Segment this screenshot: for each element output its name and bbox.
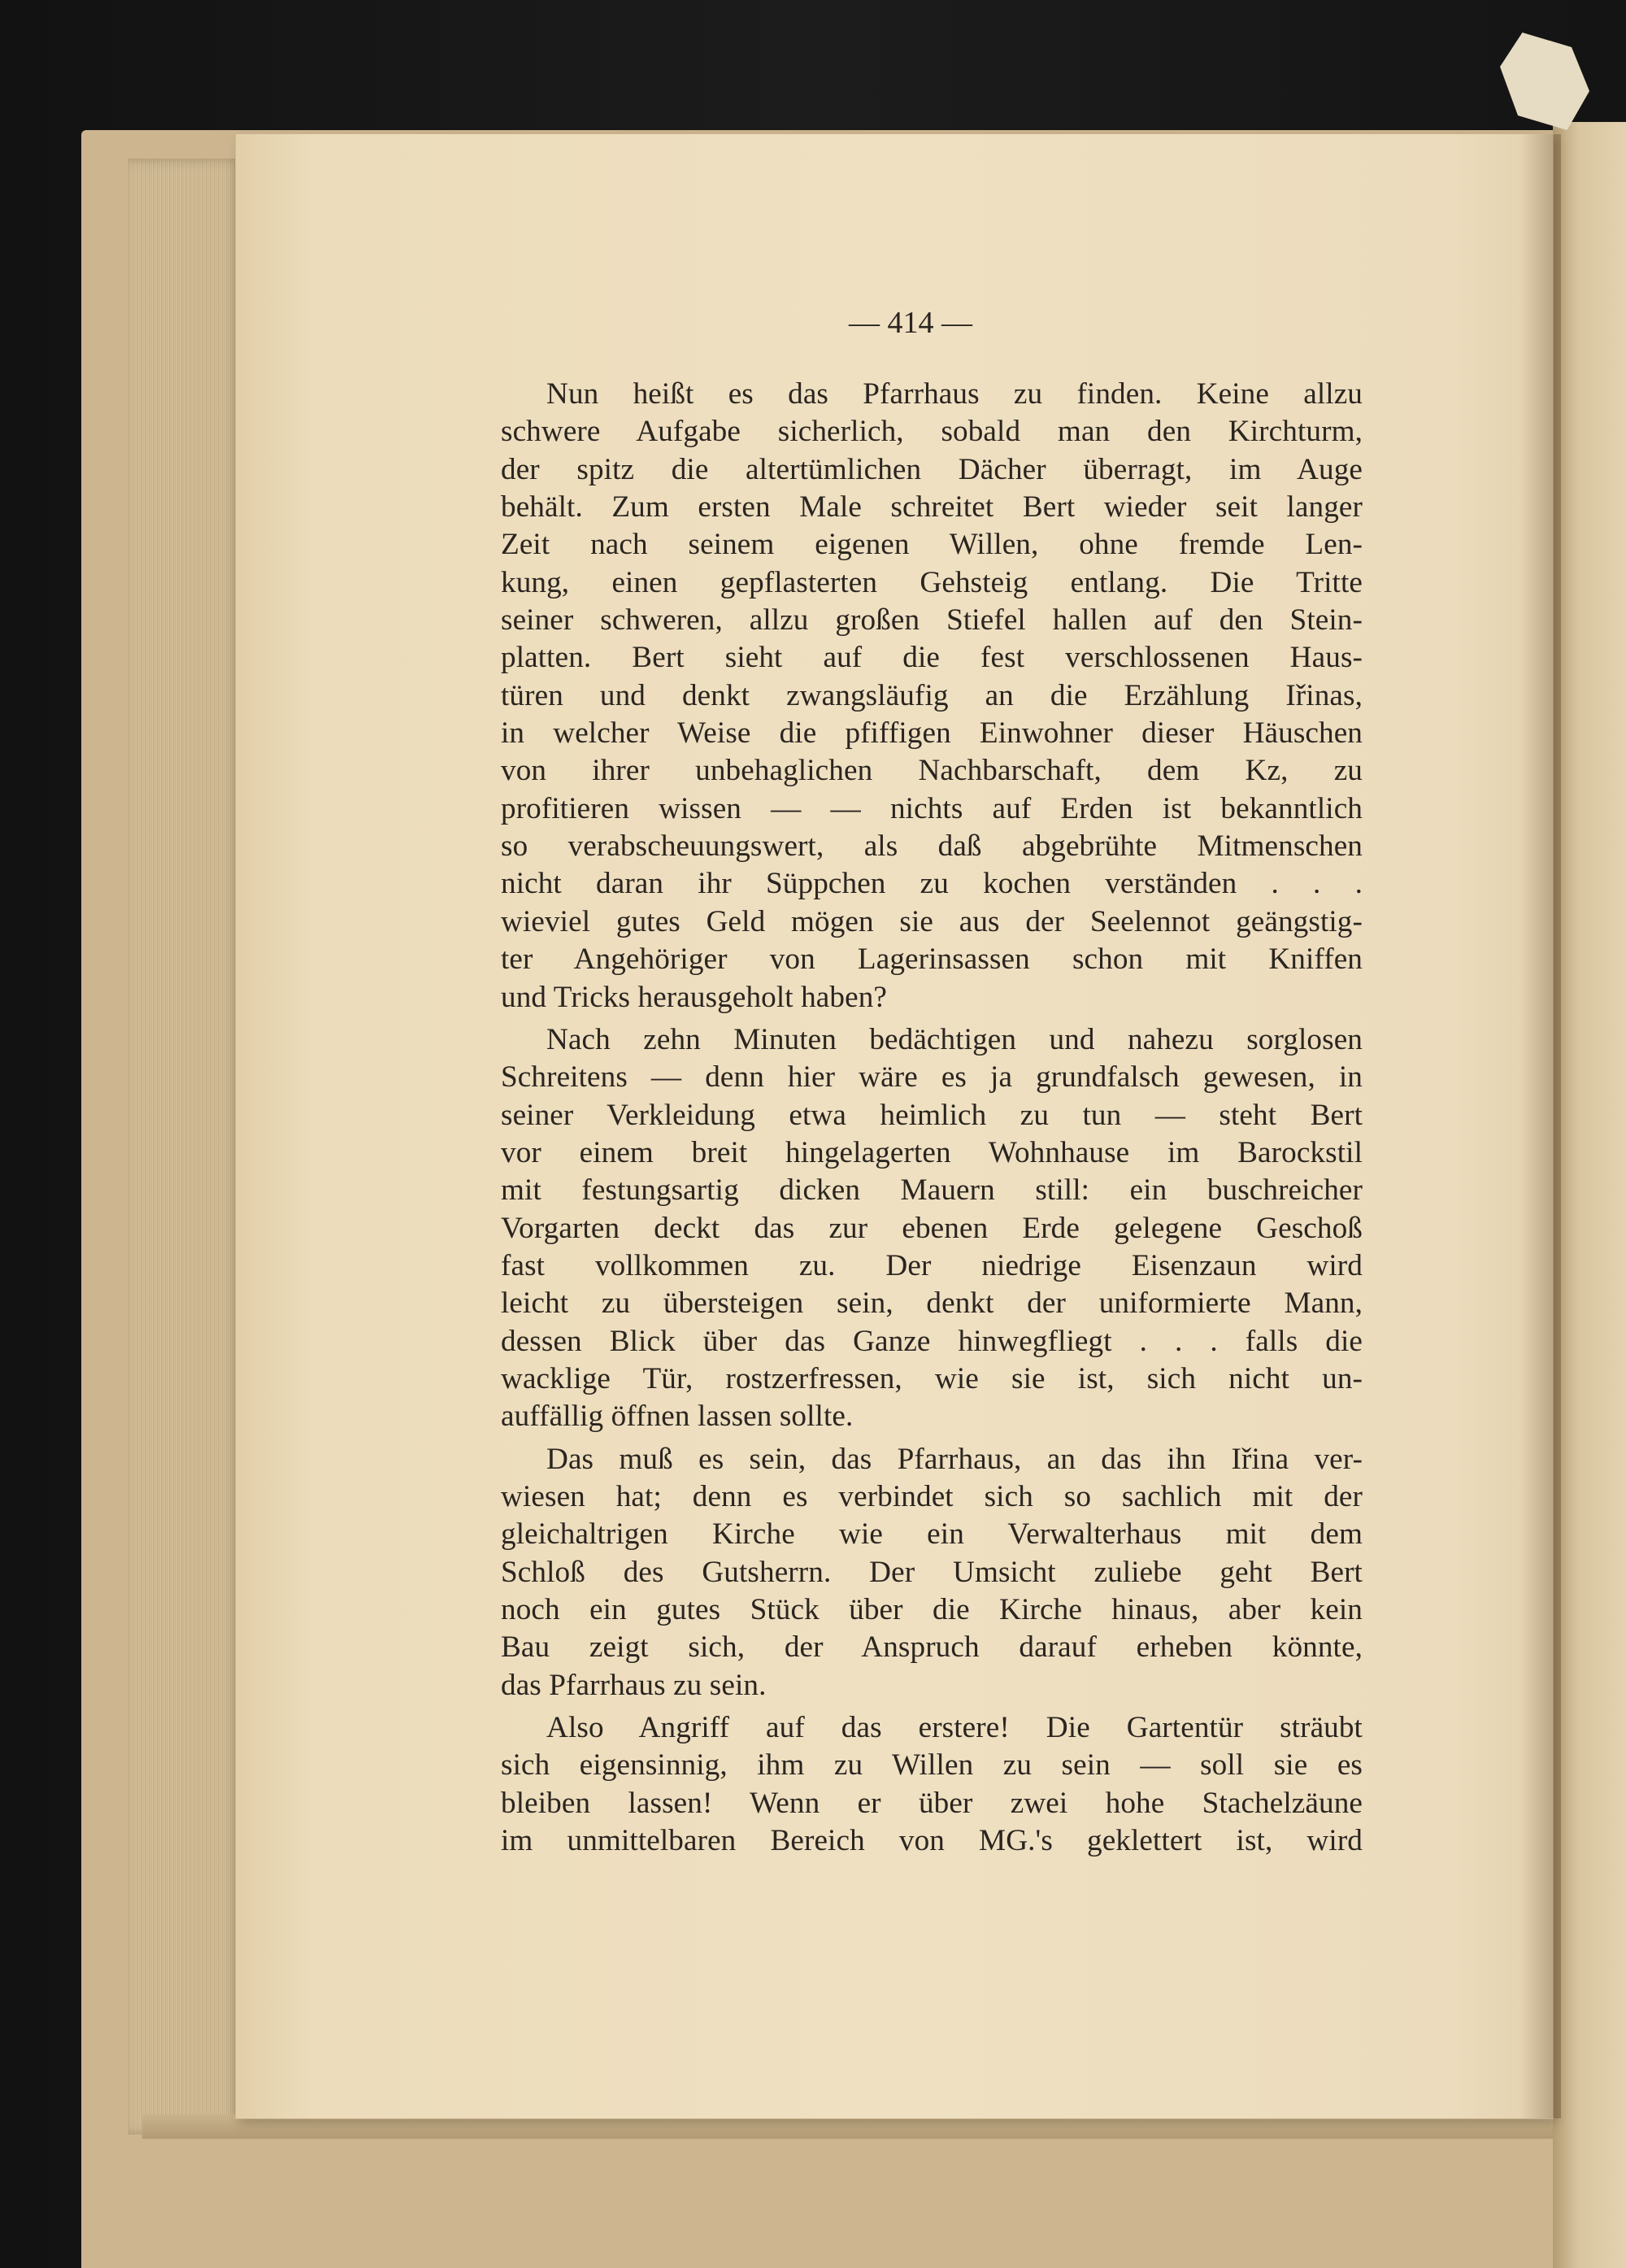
text-line: türen und denkt zwangsläufig an die Erzählung Iřinas, <box>501 678 1363 712</box>
text-line: sich eigensinnig, ihm zu Willen zu sein — soll sie es <box>501 1748 1363 1783</box>
page-stack-edge <box>128 159 242 2135</box>
text-line: wiesen hat; denn es verbindet sich so sachlich mit der <box>501 1479 1363 1513</box>
text-line: bleiben lassen! Wenn er über zwei hohe Stachelzäune <box>501 1786 1363 1820</box>
text-line: nicht daran ihr Süppchen zu kochen verständen . . . <box>501 867 1363 901</box>
text-line: fast vollkommen zu. Der niedrige Eisenzaun wird <box>501 1248 1363 1282</box>
text-line: noch ein gutes Stück über die Kirche hinaus, aber kein <box>501 1593 1363 1626</box>
text-line: schwere Aufgabe sicherlich, sobald man den Kirchturm, <box>501 415 1363 449</box>
text-line: auffällig öffnen lassen sollte. <box>501 1400 854 1434</box>
text-line: mit festungsartig dicken Mauern still: ein buschreicher <box>501 1173 1363 1208</box>
text-line: leicht zu übersteigen sein, denkt der uniformierte Mann, <box>501 1286 1363 1321</box>
paragraph <box>501 1441 1363 1704</box>
paragraph <box>501 376 1363 1016</box>
text-line: ter Angehöriger von Lagerinsassen schon mit Kniffen <box>501 942 1363 977</box>
text-line: Schreitens — denn hier wäre es ja grundfalsch gewesen, in <box>501 1060 1363 1095</box>
text-line: Nach zehn Minuten bedächtigen und nahezu sorglosen <box>546 1022 1363 1056</box>
paragraph <box>501 1709 1363 1860</box>
text-line: platten. Bert sieht auf die fest verschlossenen Haus- <box>501 641 1363 675</box>
text-line: von ihrer unbehaglichen Nachbarschaft, dem Kz, zu <box>501 754 1363 788</box>
text-line: vor einem breit hingelagerten Wohnhause im Barockstil <box>501 1135 1363 1169</box>
text-line: Das muß es sein, das Pfarrhaus, an das ihn Iřina ver- <box>546 1442 1363 1476</box>
text-line: und Tricks herausgeholt haben? <box>501 980 887 1014</box>
text-line: seiner Verkleidung etwa heimlich zu tun — steht Bert <box>501 1098 1363 1132</box>
text-line: gleichaltrigen Kirche wie ein Verwalterhaus mit dem <box>501 1517 1363 1552</box>
text-line: Vorgarten deckt das zur ebenen Erde gelegene Geschoß <box>501 1211 1363 1245</box>
facing-page-edge <box>1553 122 1626 2268</box>
text-line: kung, einen gepflasterten Gehsteig entlang. Die Tritte <box>501 565 1363 599</box>
text-line: behält. Zum ersten Male schreitet Bert wieder seit langer <box>501 490 1363 525</box>
text-line: im unmittelbaren Bereich von MG.'s geklettert ist, wird <box>501 1824 1363 1858</box>
text-line: Zeit nach seinem eigenen Willen, ohne fremde Len- <box>501 528 1363 562</box>
text-line: Schloß des Gutsherrn. Der Umsicht zuliebe geht Bert <box>501 1555 1363 1589</box>
body-text <box>501 376 1363 1860</box>
text-line: dessen Blick über das Ganze hinwegfliegt . . . falls die <box>501 1324 1363 1358</box>
text-line: das Pfarrhaus zu sein. <box>501 1668 767 1702</box>
text-line: so verabscheuungswert, als daß abgebrühte Mitmenschen <box>501 829 1363 864</box>
text-line: Nun heißt es das Pfarrhaus zu finden. Keine allzu <box>546 377 1363 411</box>
text-line: Bau zeigt sich, der Anspruch darauf erheben könnte, <box>501 1630 1363 1665</box>
text-line: wacklige Tür, rostzerfressen, wie sie ist, sich nicht un- <box>501 1361 1363 1395</box>
text-line: der spitz die altertümlichen Dächer überragt, im Auge <box>501 452 1363 486</box>
paragraph <box>501 1021 1363 1436</box>
page-number: — 414 — <box>849 306 972 340</box>
text-line: seiner schweren, allzu großen Stiefel hallen auf den Stein- <box>501 603 1363 638</box>
text-line: in welcher Weise die pfiffigen Einwohner dieser Häuschen <box>501 716 1363 751</box>
text-line: wieviel gutes Geld mögen sie aus der Seelennot geängstig- <box>501 904 1363 938</box>
gutter-shadow <box>1520 134 1561 2118</box>
text-line: profitieren wissen — — nichts auf Erden ist bekanntlich <box>501 791 1363 825</box>
text-line: Also Angriff auf das erstere! Die Gartentür sträubt <box>546 1711 1363 1745</box>
